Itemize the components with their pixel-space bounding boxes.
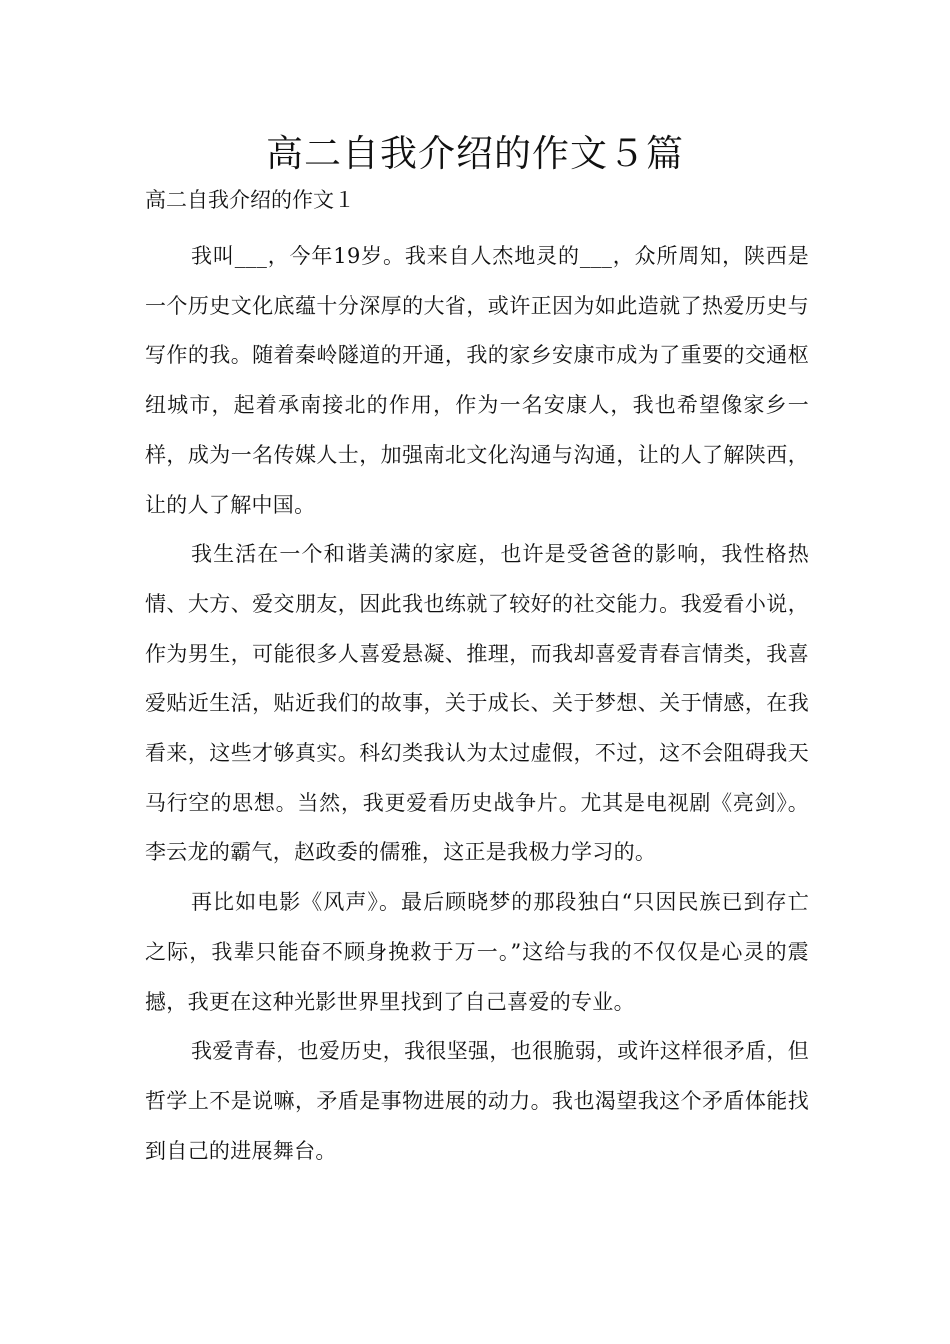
- paragraph-2: 我生活在一个和谐美满的家庭，也许是受爸爸的影响，我性格热情、大方、爱交朋友，因此我也练就了较好的社交能力。我爱看小说，作为男生，可能很多人喜爱悬凝、推理，而我却喜爱青春言情类，我喜爱贴近生活，贴近我们的故事，关于成长、关于梦想、关于情感，在我看来，这些才够真实。科幻类我认为太过虚假，不过，这不会阻碍我天马行空的思想。当然，我更爱看历史战争片。尤其是电视剧《亮剑》。李云龙的霸气，赵政委的儒雅，这正是我极力学习的。: [145, 542, 809, 865]
- section-heading: 高二自我介绍的作文１: [145, 188, 355, 212]
- document-title: 高二自我介绍的作文５篇: [266, 132, 684, 175]
- paragraph-1: 我叫___，今年19岁。我来自人杰地灵的___，众所周知，陕西是一个历史文化底蕴十分深厚的大省，或许正因为如此造就了热爱历史与写作的我。随着秦岭隧道的开通，我的家乡安康市成为了重要的交通枢纽城市，起着承南接北的作用，作为一名安康人，我也希望像家乡一样，成为一名传媒人士，加强南北文化沟通与沟通，让的人了解陕西，让的人了解中国。: [145, 244, 809, 517]
- document-body: [145, 232, 809, 1176]
- paragraph-4: 我爱青春，也爱历史，我很坚强，也很脆弱，或许这样很矛盾，但哲学上不是说嘛，矛盾是事物进展的动力。我也渴望我这个矛盾体能找到自己的进展舞台。: [145, 1039, 809, 1163]
- paragraph-3: 再比如电影《风声》。最后顾晓梦的那段独白“只因民族已到存亡之际，我辈只能奋不顾身挽救于万一。”这给与我的不仅仅是心灵的震撼，我更在这种光影世界里找到了自己喜爱的专业。: [145, 890, 809, 1014]
